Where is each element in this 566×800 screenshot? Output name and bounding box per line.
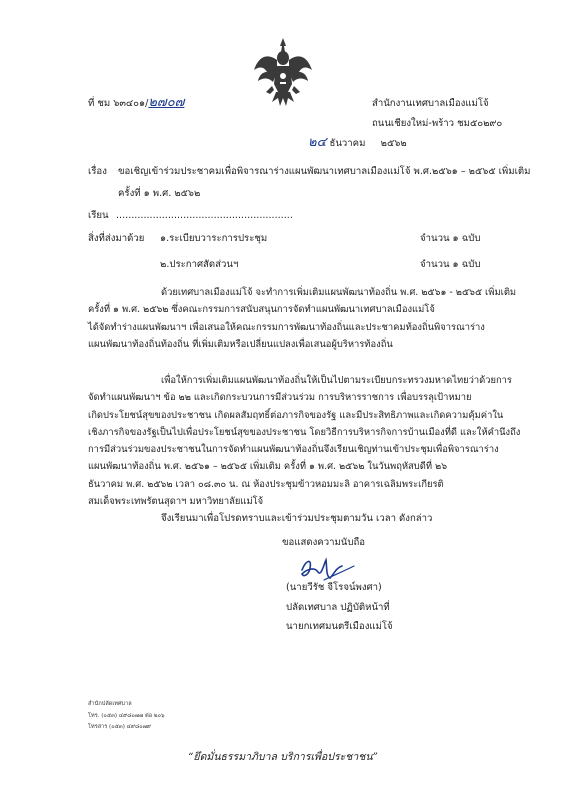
valediction: ขอแสดงความนับถือ (282, 537, 366, 548)
paragraph-2-line: สมเด็จพระเทพรัตนสุดาฯ มหาวิทยาลัยแม่โจ้ (88, 496, 264, 508)
garuda-emblem-icon (252, 36, 314, 108)
letter-date (308, 137, 407, 150)
enclosure-item-2: ๒.ประกาศสัดส่วนฯ (160, 259, 239, 270)
reference-prefix: ที่ ชม ๖๓๔๐๑/ (88, 98, 149, 109)
date-month-year: ธันวาคม ๒๕๖๒ (329, 138, 407, 149)
footer-department: สำนักปลัดเทศบาล (88, 701, 132, 707)
paragraph-1-line: ด้วยเทศบาลเมืองแม่โจ้ จะทำการเพิ่มเติมแผนพัฒนาท้องถิ่น พ.ศ. ๒๕๖๑ - ๒๕๖๕ เพิ่มเติม (161, 287, 517, 298)
signer-title-2: นายกเทศมนตรีเมืองแม่โจ้ (286, 621, 393, 632)
signer-title-1: ปลัดเทศบาล ปฏิบัติหน้าที่ (286, 602, 390, 613)
subject-line-2: ครั้งที่ ๑ พ.ศ. ๒๕๖๒ (118, 188, 201, 199)
reference-number-handwritten: ๒๗๐๗ (148, 95, 185, 110)
paragraph-2-line: เชิงภารกิจของรัฐเป็นไปเพื่อประโยชน์สุขของประชาชน โดยวิธีการบริหารกิจการบ้านเมืองที่ดี และให้คำนึงถึง (88, 426, 521, 438)
handwritten-signature (296, 552, 358, 584)
motto: “ยึดมั่นธรรมาภิบาล บริการเพื่อประชาชน” (188, 751, 378, 763)
paragraph-2-line: แผนพัฒนาท้องถิ่น พ.ศ. ๒๕๖๑ – ๒๕๖๕ เพิ่มเติม ครั้งที่ ๑ พ.ศ. ๒๕๖๒ ในวันพฤหัสบดีที่ ๒๖ (88, 461, 448, 473)
paragraph-2-line: การมีส่วนร่วมของประชาชนในการจัดทำแผนพัฒนาท้องถิ่นจึงเรียนเชิญท่านเข้าประชุมเพื่อพิจารณาร่าง (88, 444, 499, 456)
footer-fax: โทรสาร (๐๕๓) ๔๙๘๐๗๙ (88, 724, 152, 730)
paragraph-2-line: เกิดประโยชน์สุขของประชาชน เกิดผลสัมฤทธิ์ต่อภารกิจของรัฐ และมีประสิทธิภาพและเกิดความคุ้มค่าใน (88, 409, 504, 421)
paragraph-2-line: จัดทำแผนพัฒนาฯ ข้อ ๒๒ และเกิดกระบวนการมีส่วนร่วม การบริหารราชการ เพื่อบรรลุเป้าหมาย (88, 392, 472, 404)
salutation-label: เรียน (88, 210, 109, 221)
signer-name: (นายวีรัช จีโรจน์พงศา) (286, 582, 382, 593)
enclosure-qty-2: จำนวน ๑ ฉบับ (420, 259, 481, 270)
closing-line: จึงเรียนมาเพื่อโปรดทราบและเข้าร่วมประชุมตามวัน เวลา ดังกล่าว (161, 513, 433, 524)
enclosure-item-1: ๑.ระเบียบวาระการประชุม (160, 233, 268, 244)
paragraph-2-line: ธันวาคม พ.ศ. ๒๕๖๒ เวลา ๐๘.๓๐ น. ณ ห้องประชุมข้าวหอมมะลิ อาคารเฉลิมพระเกียรติ (88, 478, 444, 490)
office-address: ถนนเชียงใหม่-พร้าว ชม๕๐๒๙๐ (372, 118, 503, 129)
subject-line-1: ขอเชิญเข้าร่วมประชาคมเพื่อพิจารณาร่างแผนพัฒนาเทศบาลเมืองแม่โจ้ พ.ศ.๒๕๖๑ – ๒๕๖๕ เพิ่มเติม (118, 166, 531, 177)
footer-phone: โทร. (๐๕๓) ๔๙๘๐๗๗ ต่อ ๒๐๖ (88, 713, 165, 719)
salutation-dots: .......................................................... (116, 210, 293, 221)
paragraph-2-line: เพื่อให้การเพิ่มเติมแผนพัฒนาท้องถิ่นให้เป็นไปตามระเบียบกระทรวงมหาดไทยว่าด้วยการ (161, 375, 512, 386)
reference-number (88, 97, 184, 110)
body-paragraph-1 (88, 284, 517, 353)
office-name: สำนักงานเทศบาลเมืองแม่โจ้ (372, 98, 489, 109)
subject-label: เรื่อง (88, 166, 107, 177)
paragraph-1-line: ครั้งที่ ๑ พ.ศ. ๒๕๖๒ ซึ่งคณะกรรมการสนับสนุนการจัดทำแผนพัฒนาเทศบาลเมืองแม่โจ้ (88, 304, 435, 316)
enclosure-label: สิ่งที่ส่งมาด้วย (88, 233, 145, 244)
body-paragraph-2 (88, 372, 521, 510)
paragraph-1-line: แผนพัฒนาท้องถิ่นท้องถิ่น ที่เพิ่มเติมหรือเปลี่ยนแปลงเพื่อเสนอผู้บริหารท้องถิ่น (88, 338, 393, 350)
enclosure-qty-1: จำนวน ๑ ฉบับ (420, 233, 481, 244)
date-day-handwritten: ๒๔ (308, 135, 327, 150)
paragraph-1-line: ได้จัดทำร่างแผนพัฒนาฯ เพื่อเสนอให้คณะกรรมการพัฒนาท้องถิ่นและประชาคมท้องถิ่นพิจารณาร่าง (88, 321, 485, 333)
